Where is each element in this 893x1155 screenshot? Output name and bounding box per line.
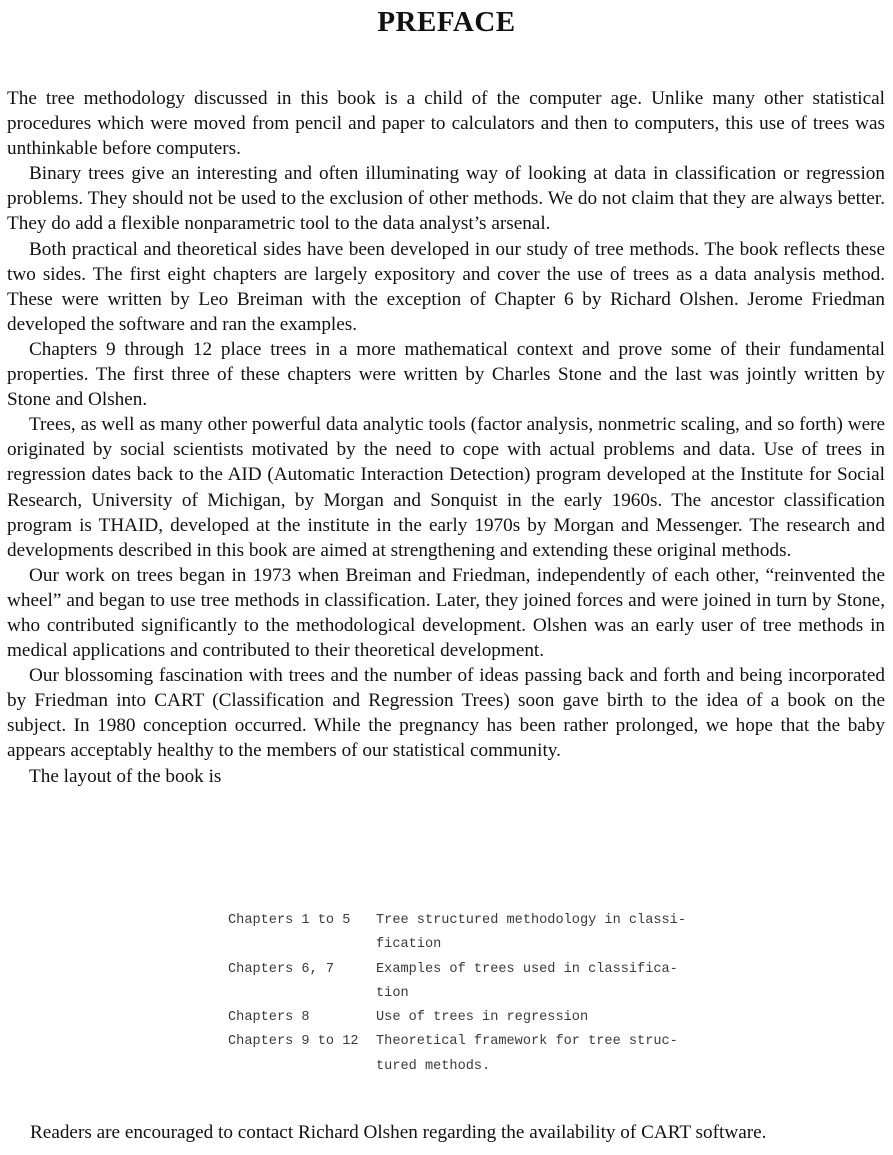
paragraph-7: Our blossoming fascination with trees and the number of ideas passing back and forth and being incorporated by Friedman into CART (Classification and Regression Trees) soon gave birth to the idea of a book on the subject. In 1980 conception occurred. While the pregnancy has been rather prolonged, we hope that the baby appears acceptably healthy to the members of our statistical community. [7,665,885,762]
layout-row [228,958,696,1007]
layout-description [376,909,696,958]
layout-description-line: fication [376,937,442,953]
layout-row [228,1006,696,1030]
paragraph-6: Our work on trees began in 1973 when Breiman and Friedman, independently of each other, “reinvented the wheel” and began to use tree methods in classification. Later, they joined forces and were joined in turn by Stone, who contributed significantly to the methodological development. Olshen was an early user of tree methods in medical applications and contributed to their theoretical development. [7,564,885,662]
layout-description [376,1030,696,1079]
preface-body [7,86,885,789]
layout-row [228,909,696,958]
layout-row [228,1030,696,1079]
page-title: PREFACE [377,6,516,38]
layout-description [376,958,696,1007]
layout-description [376,1006,696,1030]
closing-note: Readers are encouraged to contact Richard Olshen regarding the availability of CART software. [30,1122,767,1143]
layout-description-line: tion [376,985,409,1001]
paragraph-2: Binary trees give an interesting and often illuminating way of looking at data in classification or regression problems. They should not be used to the exclusion of other methods. We do not claim that they are always better. They do add a flexible nonparametric tool to the data analyst’s arsenal. [7,163,885,235]
paragraph-8: The layout of the book is [29,765,222,787]
layout-chapters: Chapters 6, 7 [228,961,335,977]
layout-chapters: Chapters 9 to 12 [228,1034,359,1050]
layout-description-line: Tree structured methodology in classi- [376,913,686,928]
layout-description-line: Examples of trees used in classifica- [376,961,678,977]
layout-description-line: tured methods. [376,1058,491,1074]
paragraph-1: The tree methodology discussed in this book is a child of the computer age. Unlike many other statistical procedures which were moved from pencil and paper to calculators and then to computers, this use of trees was unthinkable before computers. [7,88,885,160]
book-layout-table [228,909,696,1079]
layout-description-line: Use of trees in regression [376,1010,589,1026]
paragraph-3: Both practical and theoretical sides have been developed in our study of tree methods. The book reflects these two sides. The first eight chapters are largely expository and cover the use of trees as a data analysis method. These were written by Leo Breiman with the exception of Chapter 6 by Richard Olshen. Jerome Friedman developed the software and ran the examples. [7,238,885,335]
paragraph-4: Chapters 9 through 12 place trees in a more mathematical context and prove some of their fundamental properties. The first three of these chapters were written by Charles Stone and the last was jointly written by Stone and Olshen. [7,338,885,411]
layout-chapters: Chapters 1 to 5 [228,913,351,928]
layout-description-line: Theoretical framework for tree struc- [376,1034,678,1050]
layout-chapters: Chapters 8 [228,1010,310,1026]
paragraph-5: Trees, as well as many other powerful data analytic tools (factor analysis, nonmetric scaling, and so forth) were originated by social scientists motivated by the need to cope with actual problems and data. Use of trees in regression dates back to the AID (Automatic Interaction Detection) program developed at the Institute for Social Research, University of Michigan, by Morgan and Sonquist in the early 1960s. The ancestor classification program is THAID, developed at the institute in the early 1970s by Morgan and Messenger. The research and developments described in this book are aimed at strengthening and extending these original methods. [7,414,885,561]
